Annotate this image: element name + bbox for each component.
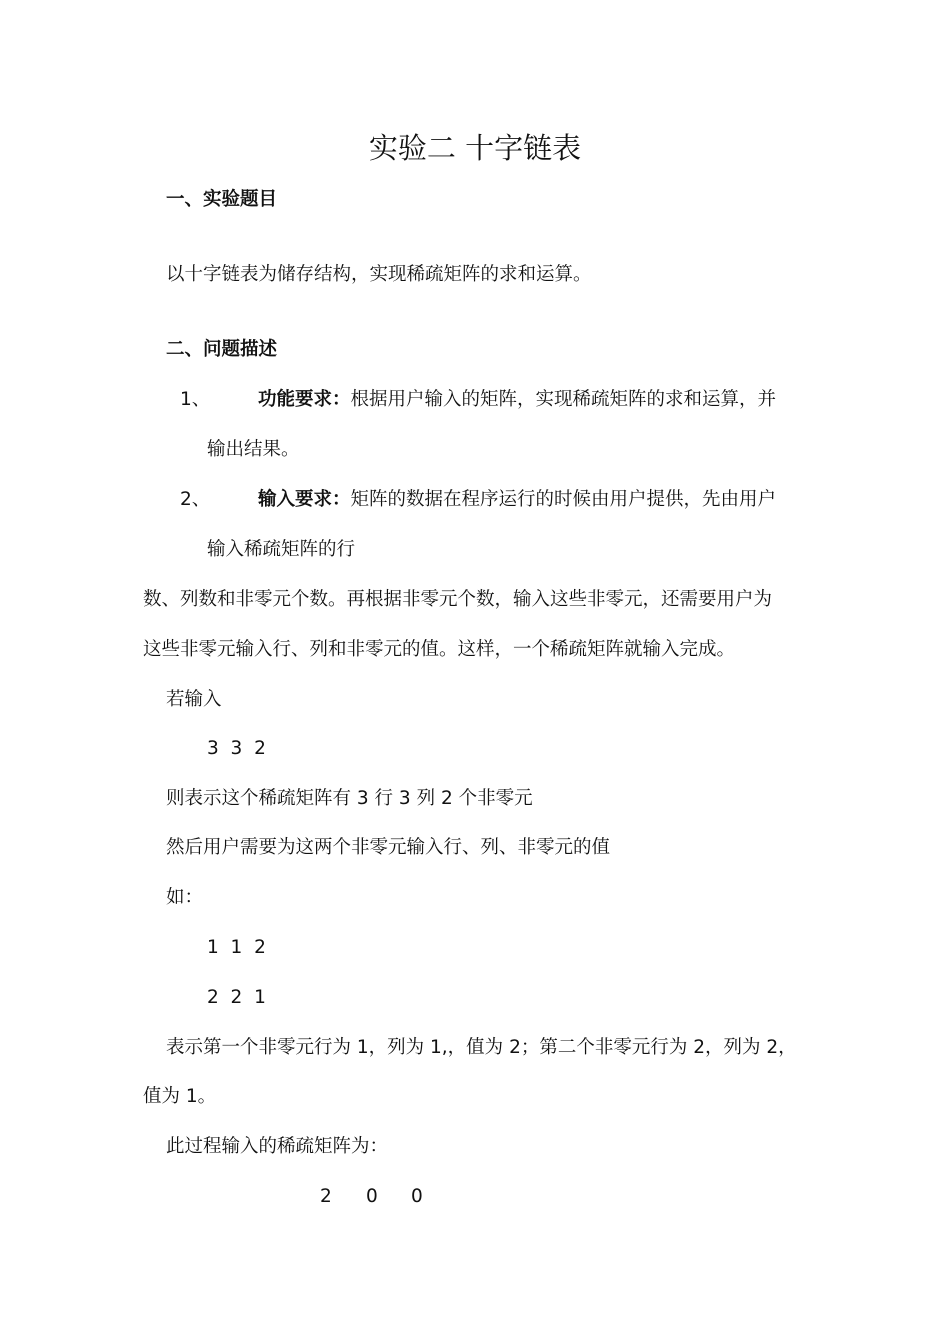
paragraph-line: 则表示这个稀疏矩阵有 3 行 3 列 2 个非零元 [166, 788, 533, 809]
example-input-line: 3 3 2 [207, 738, 266, 759]
paragraph-line: 这些非零元输入行、列和非零元的值。这样，一个稀疏矩阵就输入完成。 [143, 639, 736, 660]
example-input-line: 1 1 2 [207, 937, 266, 958]
list-item-2-line-1 [258, 486, 776, 514]
list-item-1-line-1 [258, 386, 776, 414]
paragraph-line: 然后用户需要为这两个非零元输入行、列、非零元的值 [166, 837, 611, 858]
document-title: 实验二 十字链表 [368, 131, 582, 165]
paragraph-line: 若输入 [166, 689, 222, 710]
paragraph-line: 值为 1。 [143, 1086, 217, 1107]
list-item-1-text: 根据用户输入的矩阵，实现稀疏矩阵的求和运算，并 [350, 389, 777, 410]
list-item-1-label: 功能要求： [258, 389, 351, 410]
section-1-body: 以十字链表为储存结构，实现稀疏矩阵的求和运算。 [166, 264, 592, 285]
example-input-line: 2 2 1 [207, 987, 266, 1008]
paragraph-line: 表示第一个非零元行为 1，列为 1,，值为 2；第二个非零元行为 2，列为 2， [166, 1037, 797, 1058]
matrix-cell: 0 [411, 1186, 423, 1207]
list-item-number-2: 2、 [180, 489, 211, 510]
list-item-1-line-2: 输出结果。 [207, 439, 300, 460]
section-heading-1: 一、实验题目 [166, 189, 278, 210]
paragraph-line: 如： [166, 887, 204, 908]
paragraph-line: 此过程输入的稀疏矩阵为： [166, 1136, 389, 1157]
paragraph-line: 数、列数和非零元个数。再根据非零元个数，输入这些非零元，还需要用户为 [143, 589, 773, 610]
matrix-cell: 0 [366, 1186, 378, 1207]
list-item-2-text: 矩阵的数据在程序运行的时候由用户提供，先由用户 [350, 489, 777, 510]
matrix-cell: 2 [320, 1186, 332, 1207]
list-item-2-line-2: 输入稀疏矩阵的行 [207, 539, 356, 560]
section-heading-2: 二、问题描述 [166, 339, 278, 360]
list-item-2-label: 输入要求： [258, 489, 351, 510]
list-item-number-1: 1、 [180, 389, 211, 410]
